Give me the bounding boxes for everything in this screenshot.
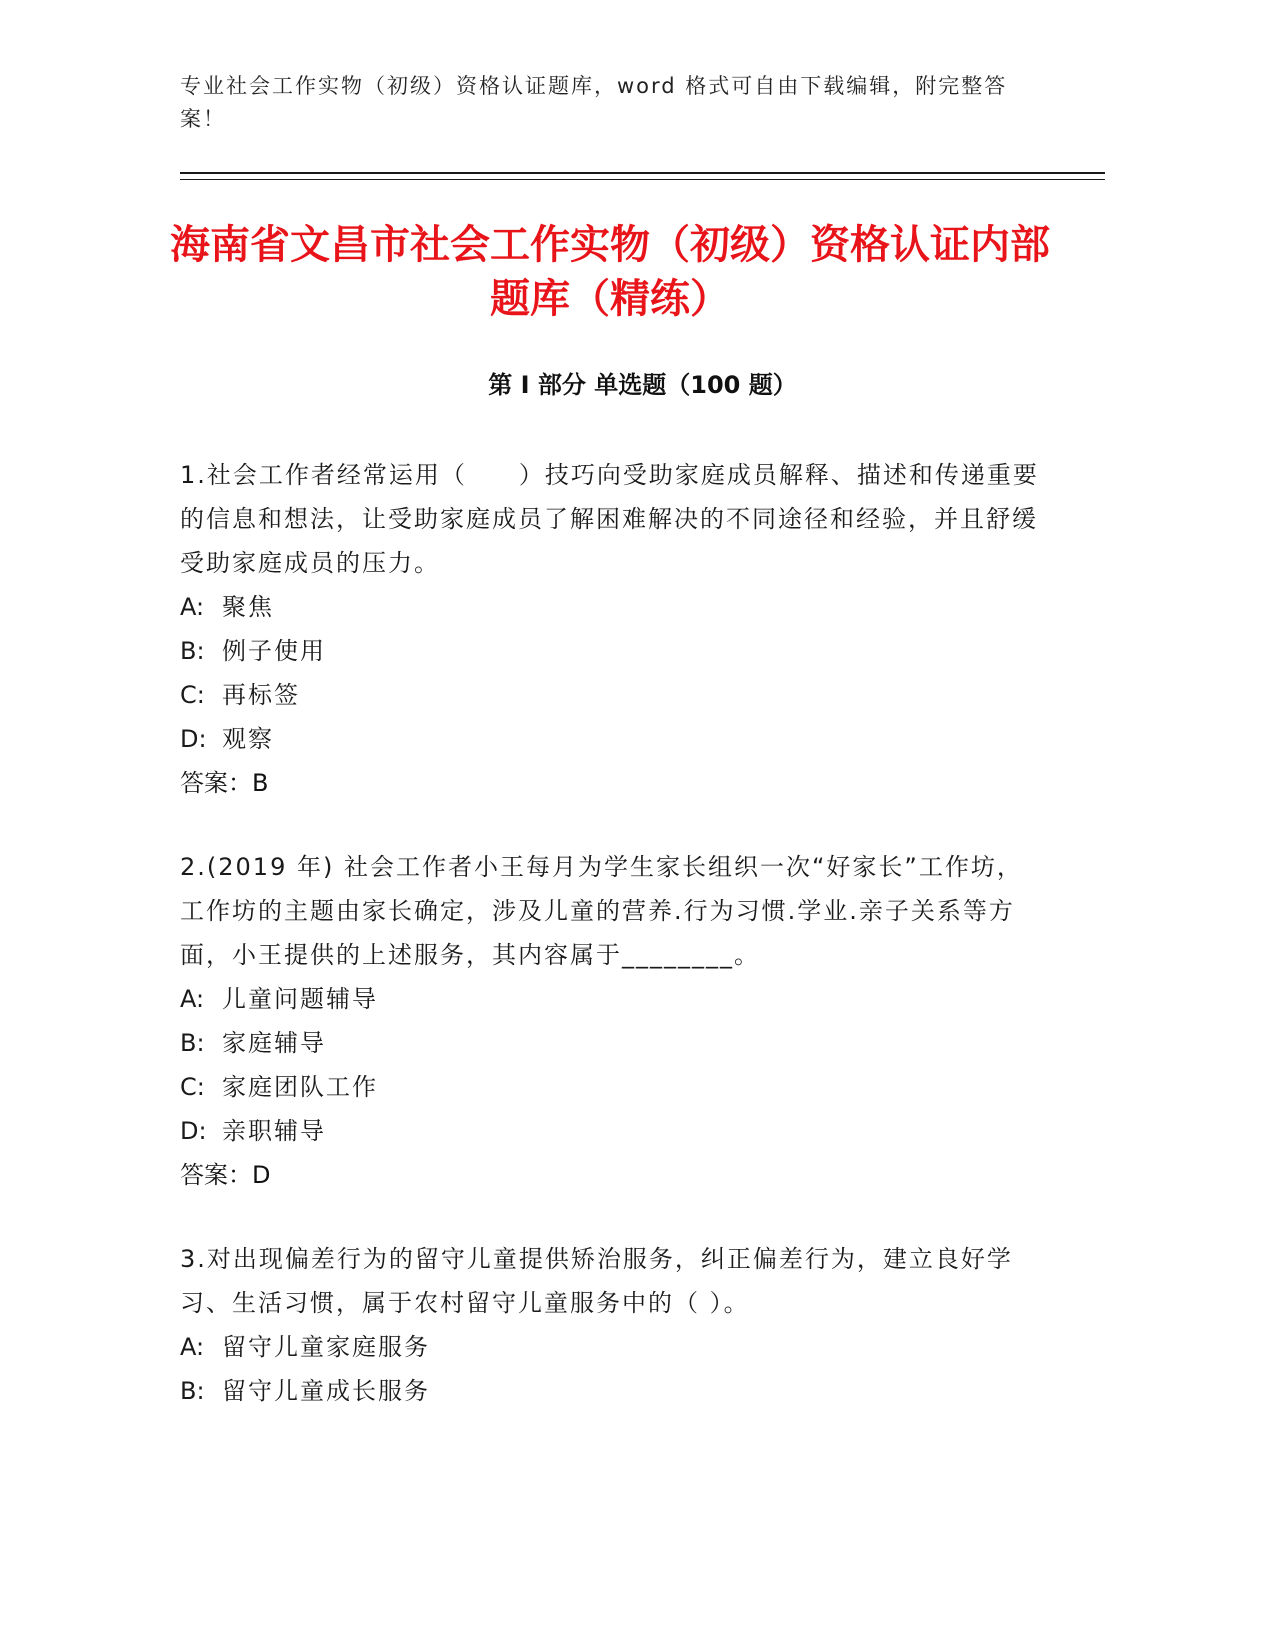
document-title: 海南省文昌市社会工作实物（初级）资格认证内部题库（精练）	[170, 222, 1050, 322]
option-text: 家庭辅导	[222, 1029, 326, 1057]
option-text: 聚焦	[222, 593, 274, 621]
option-text: 留守儿童家庭服务	[222, 1333, 430, 1361]
section-title: 第 I 部分 单选题（100 题）	[488, 371, 797, 399]
option-letter: A:	[180, 593, 205, 621]
option-letter: C:	[180, 1073, 205, 1101]
option-b	[180, 1369, 1040, 1413]
option-text: 再标签	[222, 681, 300, 709]
option-c	[180, 1065, 1040, 1109]
option-a	[180, 977, 1040, 1021]
option-a	[180, 1325, 1040, 1369]
answer: 答案：D	[180, 1161, 271, 1189]
header-rule-thin	[180, 179, 1105, 180]
option-text: 家庭团队工作	[222, 1073, 378, 1101]
option-letter: A:	[180, 985, 205, 1013]
option-letter: B:	[180, 1029, 205, 1057]
option-text: 例子使用	[222, 637, 326, 665]
option-a	[180, 585, 1040, 629]
question-3	[180, 1237, 1040, 1413]
option-letter: C:	[180, 681, 205, 709]
question-text: 1.社会工作者经常运用（ ）技巧向受助家庭成员解释、描述和传递重要的信息和想法，让受助家庭成员了解困难解决的不同途径和经验，并且舒缓受助家庭成员的压力。	[180, 461, 1039, 577]
option-d	[180, 1109, 1040, 1153]
option-text: 留守儿童成长服务	[222, 1377, 430, 1405]
option-text: 亲职辅导	[222, 1117, 326, 1145]
option-letter: D:	[180, 725, 207, 753]
header-note: 专业社会工作实物（初级）资格认证题库，word 格式可自由下载编辑，附完整答案！	[180, 74, 1008, 131]
question-2	[180, 845, 1040, 1197]
question-text: 2.(2019 年) 社会工作者小王每月为学生家长组织一次“好家长”工作坊，工作坊的主题由家长确定，涉及儿童的营养.行为习惯.学业.亲子关系等方面，小王提供的上述服务，其内容属于________。	[180, 853, 1023, 969]
option-letter: B:	[180, 637, 205, 665]
option-letter: A:	[180, 1333, 205, 1361]
option-b	[180, 1021, 1040, 1065]
answer: 答案：B	[180, 769, 269, 797]
option-text: 观察	[222, 725, 274, 753]
option-c	[180, 673, 1040, 717]
header-rule-thick	[180, 172, 1105, 174]
option-letter: B:	[180, 1377, 205, 1405]
option-d	[180, 717, 1040, 761]
question-1	[180, 453, 1040, 805]
option-b	[180, 629, 1040, 673]
option-letter: D:	[180, 1117, 207, 1145]
option-text: 儿童问题辅导	[222, 985, 378, 1013]
question-text: 3.对出现偏差行为的留守儿童提供矫治服务，纠正偏差行为，建立良好学习、生活习惯，属于农村留守儿童服务中的（ ）。	[180, 1245, 1013, 1317]
